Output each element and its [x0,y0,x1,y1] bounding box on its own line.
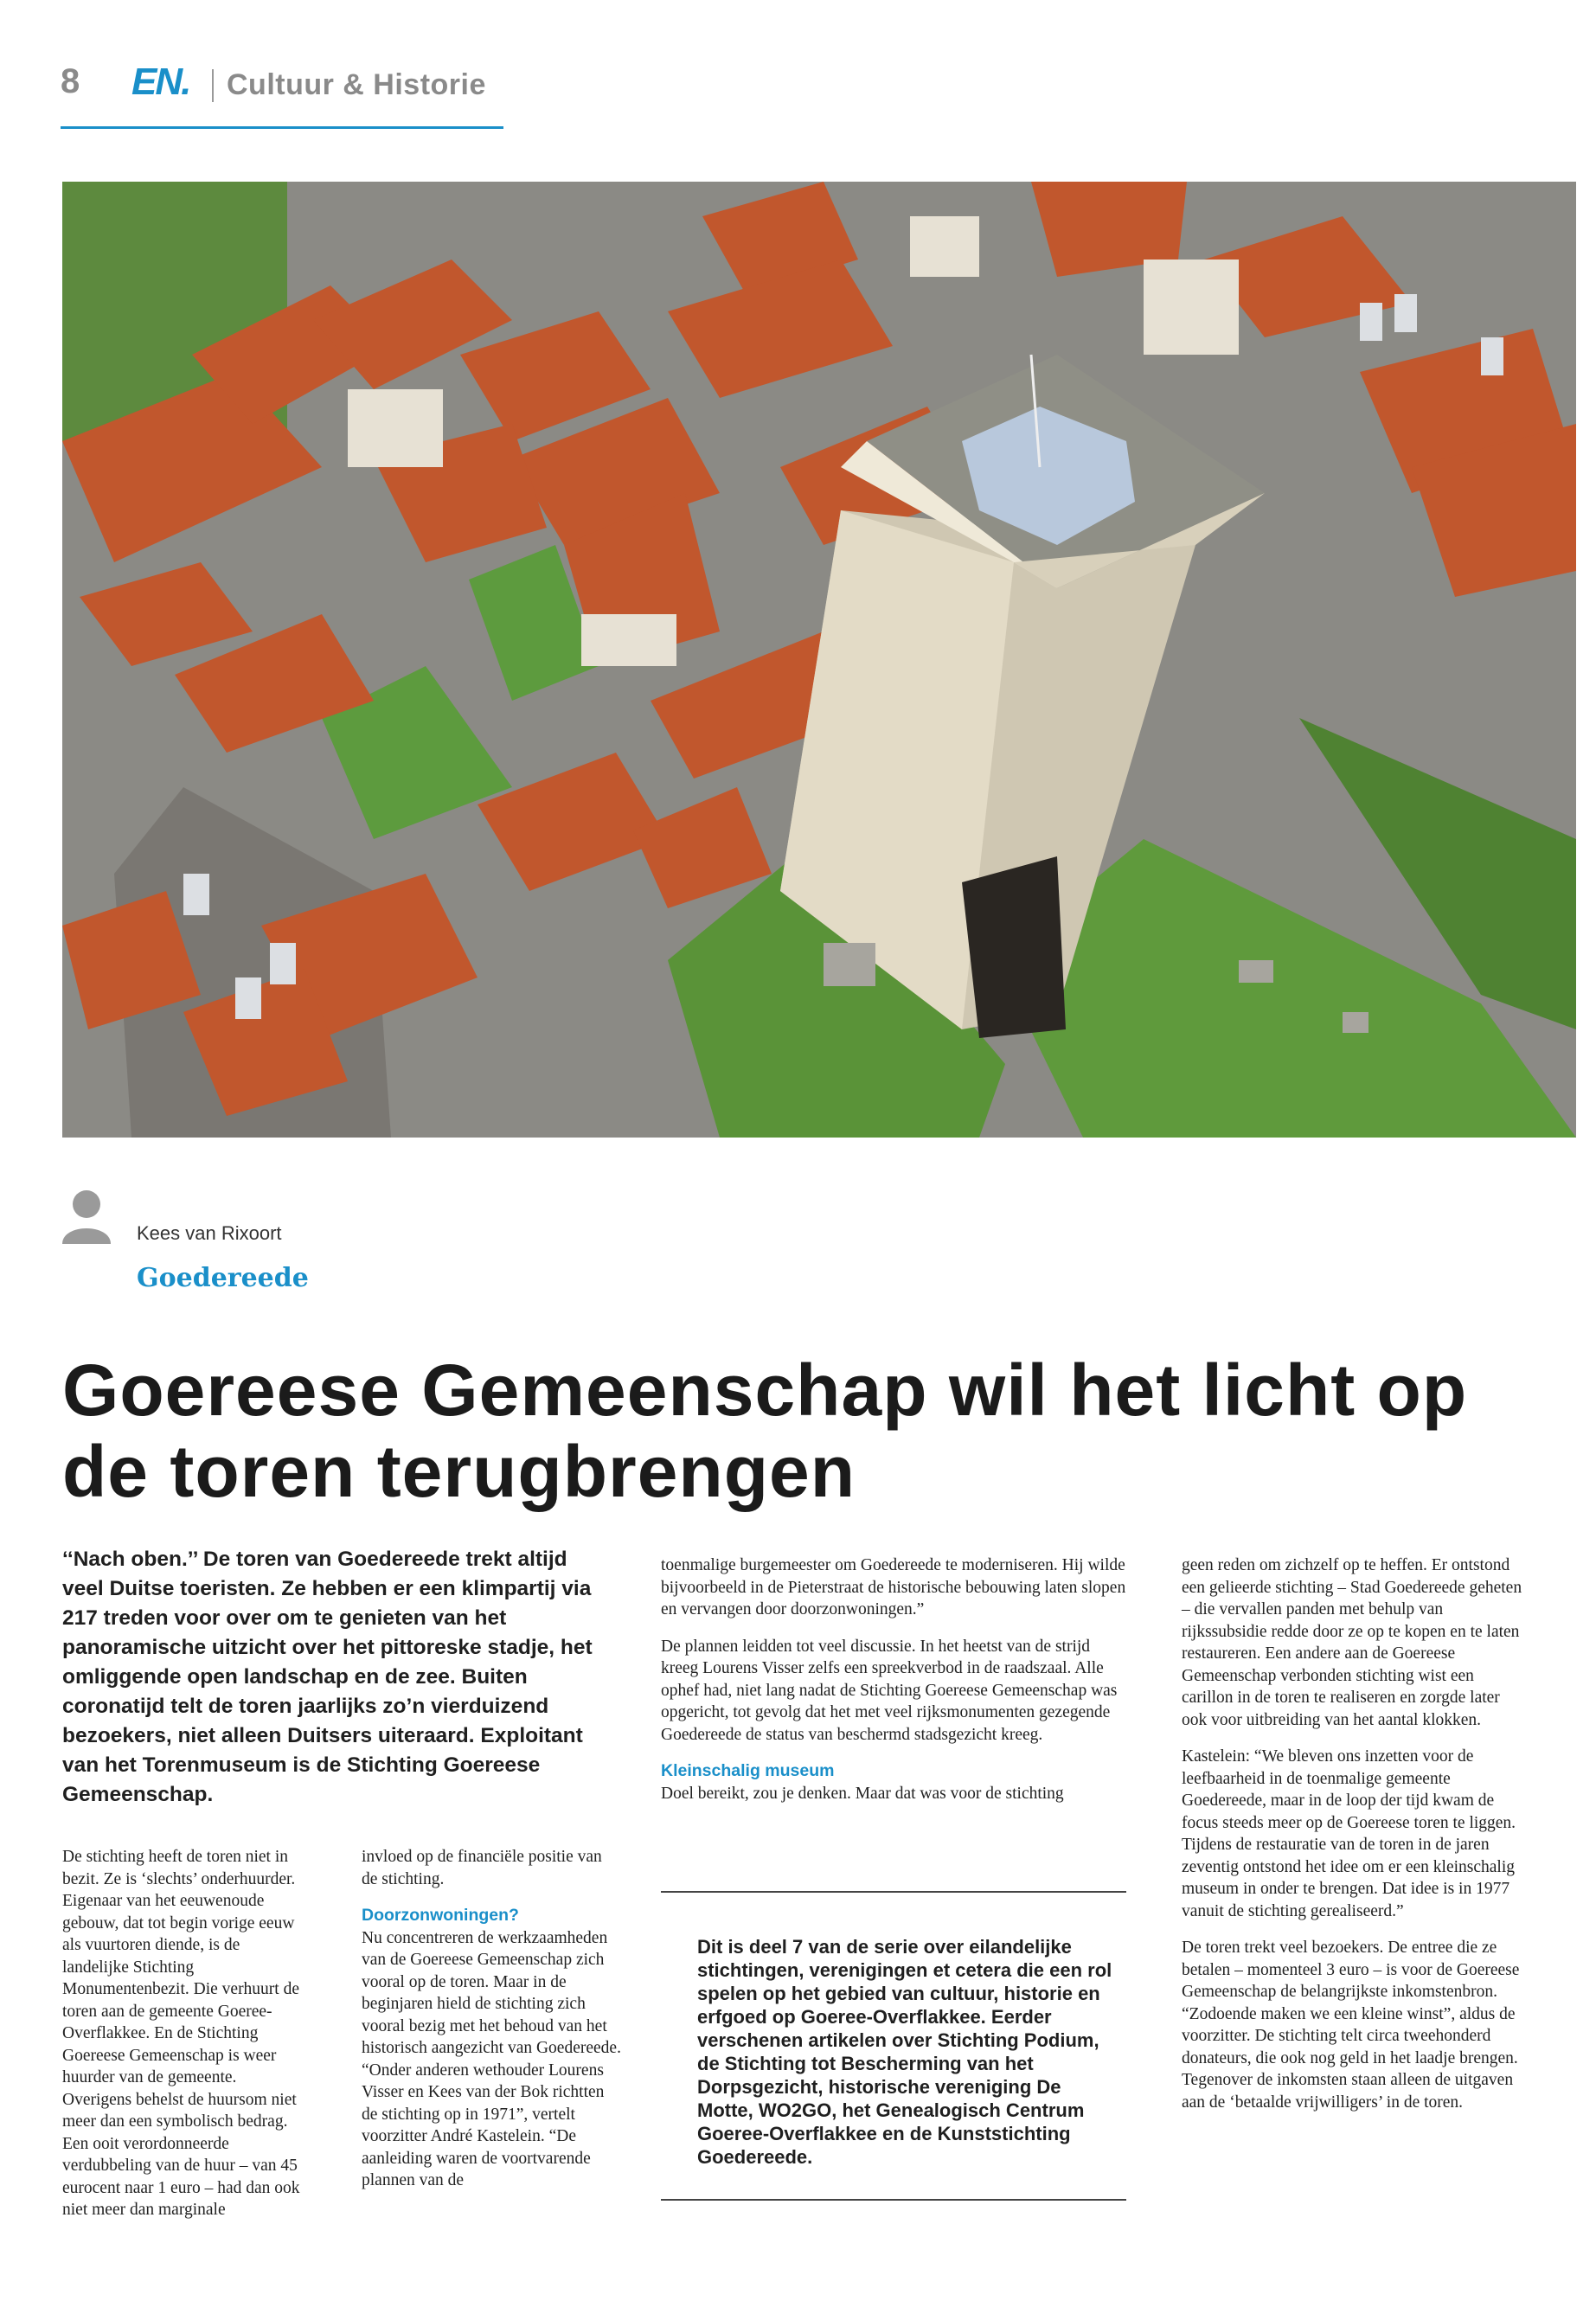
newspaper-logo: EN. [131,61,190,103]
paragraph: geen reden om zichzelf op te heffen. Er ontstond een gelieerde stichting – Stad Goedereede geheten – die vervallen panden met behulp van rijkssubsidie redde door ze op te kopen en te laten restaureren. Een andere aan de Goereese Gemeenschap verbonden stichting wist een carillon in de toren te realiseren en zorgde later ook voor uitbreiding van het aantal klokken. [1182,1556,1522,1729]
paragraph: invloed op de financiële positie van de stichting. [362,1848,602,1888]
column-3 [661,1554,1128,1804]
header-rule [61,126,503,129]
author-name: Kees van Rixoort [137,1222,282,1244]
subheading: Doorzonwoningen? [362,1906,519,1925]
subheading: Kleinschalig museum [661,1761,835,1780]
paragraph: De toren trekt veel bezoekers. De entree die ze betalen – momenteel 3 euro – is voor de Goereese Gemeenschap de belangrijkste inkomstenbron. “Zodoende maken we een kleine winst”, aldus de voorzitter. De stichting telt circa tweehonderd donateurs, die ook nog geld in het laadje brengen. Tegenover de inkomsten staan alleen de uitgaven aan de ‘betaalde vrijwilligers’ in de toren. [1182,1939,1520,2112]
intro-paragraph: ‘‘Nach oben.’’ De toren van Goedereede trekt altijd veel Duitse toeristen. Ze hebben er een klimpartij via 217 treden voor over om te genieten van het panoramische uitzicht over het pittoreske stadje, het omliggende open landschap en de zee. Buiten coronatijd telt de toren jaarlijks zo’n vierduizend bezoekers, niet alleen Duitsers uiteraard. Exploitant van het Torenmuseum is de Stichting Goereese Gemeenschap. [62,1548,593,1806]
column-2 [362,1846,621,2192]
column-1 [62,1846,309,2221]
paragraph: De stichting heeft de toren niet in bezit. Ze is ‘slechts’ onderhuurder. Eigenaar van het eeuwenoude gebouw, dat tot begin vorige eeuw als vuurtoren diende, is de landelijke Stichting Monumentenbezit. Die verhuurt de toren aan de gemeente Goeree-Overflakkee. En de Stichting Goereese Gemeenschap is weer huurder van de gemeente. Overigens behelst de huursom niet meer dan een symbolisch bedrag. Een ooit verordonneerde verdubbeling van de huur – van 45 eurocent naar 1 euro – had dan ook niet meer dan marginale [62,1848,300,2219]
paragraph: Doel bereikt, zou je denken. Maar dat was voor de stichting [661,1784,1064,1803]
series-infobox: Dit is deel 7 van de serie over eilandelijke stichtingen, verenigingen et cetera die een rol spelen op het gebied van cultuur, historie en erfgoed op Goeree-Overflakkee. Eerder verschenen artikelen over Stichting Podium, de Stichting tot Bescherming van het Dorpsgezicht, historische vereniging De Motte, WO2GO, het Genealogisch Centrum Goeree-Overflakkee en de Kunststichting Goedereede. [697,1936,1112,2168]
paragraph: De plannen leidden tot veel discussie. In het heetst van de strijd kreeg Lourens Visser zelfs een spreekverbod in de raadszaal. Alle ophef had, niet lang nadat de Stichting Goereese Gemeenschap was opgericht, tot gevolg dat het met veel rijksmonumenten gezegende Goedereede de status van beschermd stadsgezicht kreeg. [661,1637,1118,1744]
paragraph: Nu concentreren de werkzaamheden van de Goereese Gemeenschap zich vooral op de toren. Maar in de beginjaren hield de stichting zich vooral bezig met het behoud van het historisch aangezicht van Goedereede. “Onder anderen wethouder Lourens Visser en Kees van der Bok richtten de stichting op in 1971”, vertelt voorzitter André Kastelein. “De aanleiding waren de voortvarende plannen van de [362,1928,621,2189]
dateline-location: Goedereede [137,1263,309,1293]
article-photo [62,182,1576,1138]
paragraph: toenmalige burgemeester om Goedereede te moderniseren. Hij wilde bijvoorbeeld in de Pieterstraat de historische bebouwing laten slopen en vervangen door doorzonwoningen.” [661,1556,1126,1618]
infobox-bottom-rule [661,2199,1126,2201]
headline: Goereese Gemeenschap wil het licht op de toren terugbrengen [62,1349,1468,1512]
paragraph: Kastelein: “We bleven ons inzetten voor de leefbaarheid in de toenmalige gemeente Goedereede, maar in de loop der tijd kwam de focus steeds meer op de Goereese toren te liggen. Tijdens de restauratie van de toren in de jaren zeventig ontstond het idee om er een kleinschalig museum in onder te brengen. Dat idee is in 1977 vanuit de stichting gerealiseerd.” [1182,1747,1516,1920]
infobox-top-rule [661,1891,1126,1893]
aerial-photo-tower-icon [62,182,1576,1138]
author-avatar-icon [61,1187,112,1244]
header-divider [212,69,214,102]
section-title: Cultuur & Historie [227,68,486,101]
column-4 [1182,1554,1528,2113]
page-number: 8 [61,62,80,100]
